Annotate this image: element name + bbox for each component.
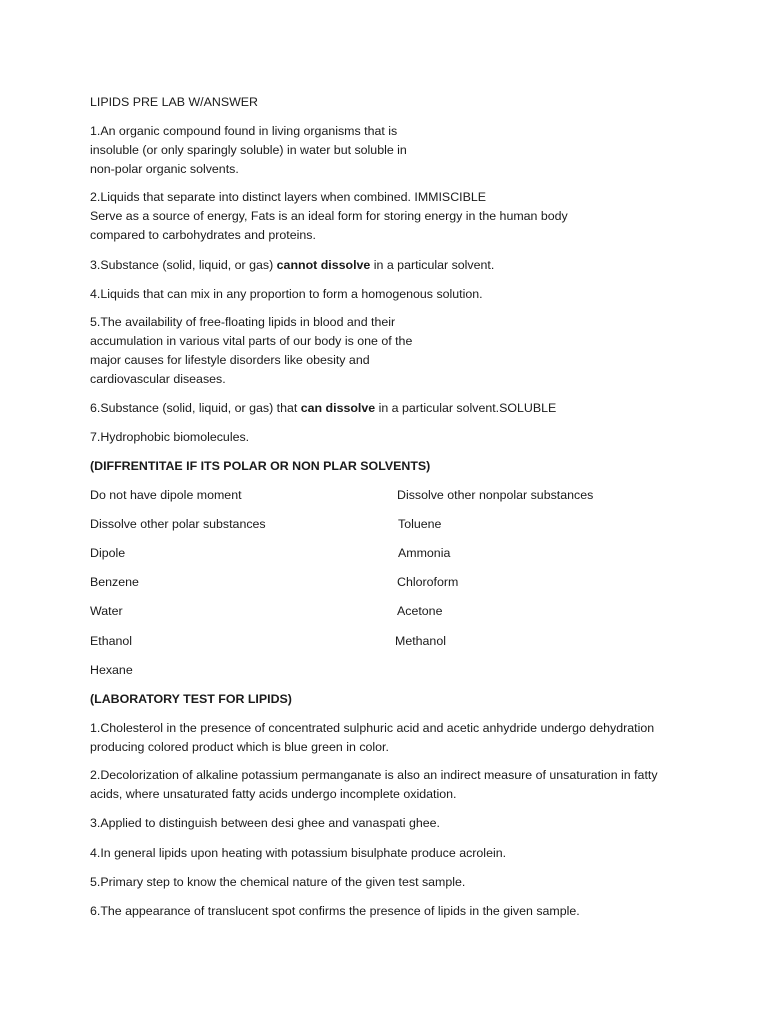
lab-test-2-line: 2.Decolorization of alkaline potassium permanganate is also an indirect measure of unsaturation in fatty <box>90 768 658 782</box>
question-2 <box>90 188 568 245</box>
question-3-pre: 3.Substance (solid, liquid, or gas) <box>90 258 277 272</box>
question-5-line: cardiovascular diseases. <box>90 372 226 386</box>
right-column-item: Ammonia <box>398 546 451 560</box>
question-1-line: 1.An organic compound found in living organisms that is <box>90 124 398 138</box>
lab-test-3: 3.Applied to distinguish between desi ghee and vanaspati ghee. <box>90 816 440 830</box>
question-6-post: in a particular solvent.SOLUBLE <box>375 401 557 415</box>
question-1-line: non-polar organic solvents. <box>90 162 239 176</box>
question-3-post: in a particular solvent. <box>370 258 495 272</box>
lab-test-2 <box>90 766 658 804</box>
lab-test-1 <box>90 719 654 757</box>
left-column-item: Dipole <box>90 546 126 560</box>
lab-test-5: 5.Primary step to know the chemical nature of the given test sample. <box>90 875 466 889</box>
question-2-line: 2.Liquids that separate into distinct layers when combined. IMMISCIBLE <box>90 190 487 204</box>
right-column-item: Acetone <box>397 604 443 618</box>
question-1 <box>90 122 407 179</box>
question-7: 7.Hydrophobic biomolecules. <box>90 430 250 444</box>
left-column-item: Benzene <box>90 575 139 589</box>
question-2-line: Serve as a source of energy, Fats is an ideal form for storing energy in the human body <box>90 209 568 223</box>
section-heading-lab-tests: (LABORATORY TEST FOR LIPIDS) <box>90 692 292 706</box>
section-heading-solvents: (DIFFRENTITAE IF ITS POLAR OR NON PLAR SOLVENTS) <box>90 459 431 473</box>
left-column-item: Do not have dipole moment <box>90 488 242 502</box>
question-6-pre: 6.Substance (solid, liquid, or gas) that <box>90 401 301 415</box>
question-5 <box>90 313 412 389</box>
lab-test-4: 4.In general lipids upon heating with potassium bisulphate produce acrolein. <box>90 846 507 860</box>
question-4: 4.Liquids that can mix in any proportion to form a homogenous solution. <box>90 287 483 301</box>
question-5-line: accumulation in various vital parts of our body is one of the <box>90 334 413 348</box>
left-column-item: Ethanol <box>90 634 133 648</box>
right-column-item: Methanol <box>395 634 446 648</box>
question-6-bold: can dissolve <box>300 401 376 415</box>
lab-test-6: 6.The appearance of translucent spot confirms the presence of lipids in the given sample. <box>90 904 580 918</box>
question-2-line: compared to carbohydrates and proteins. <box>90 228 316 242</box>
question-1-line: insoluble (or only sparingly soluble) in water but soluble in <box>90 143 407 157</box>
question-3 <box>90 256 494 275</box>
question-6 <box>90 399 556 418</box>
lab-test-1-line: producing colored product which is blue green in color. <box>90 740 389 754</box>
left-column-item: Hexane <box>90 663 133 677</box>
left-column-item: Water <box>90 604 123 618</box>
question-5-line: 5.The availability of free-floating lipids in blood and their <box>90 315 396 329</box>
question-5-line: major causes for lifestyle disorders like obesity and <box>90 353 370 367</box>
left-column-item: Dissolve other polar substances <box>90 517 266 531</box>
right-column-item: Dissolve other nonpolar substances <box>397 488 594 502</box>
lab-test-1-line: 1.Cholesterol in the presence of concentrated sulphuric acid and acetic anhydride undergo dehydration <box>90 721 655 735</box>
question-3-bold: cannot dissolve <box>276 258 371 272</box>
right-column-item: Toluene <box>398 517 442 531</box>
lab-test-2-line: acids, where unsaturated fatty acids undergo incomplete oxidation. <box>90 787 457 801</box>
right-column-item: Chloroform <box>397 575 459 589</box>
document-title: LIPIDS PRE LAB W/ANSWER <box>90 95 258 109</box>
